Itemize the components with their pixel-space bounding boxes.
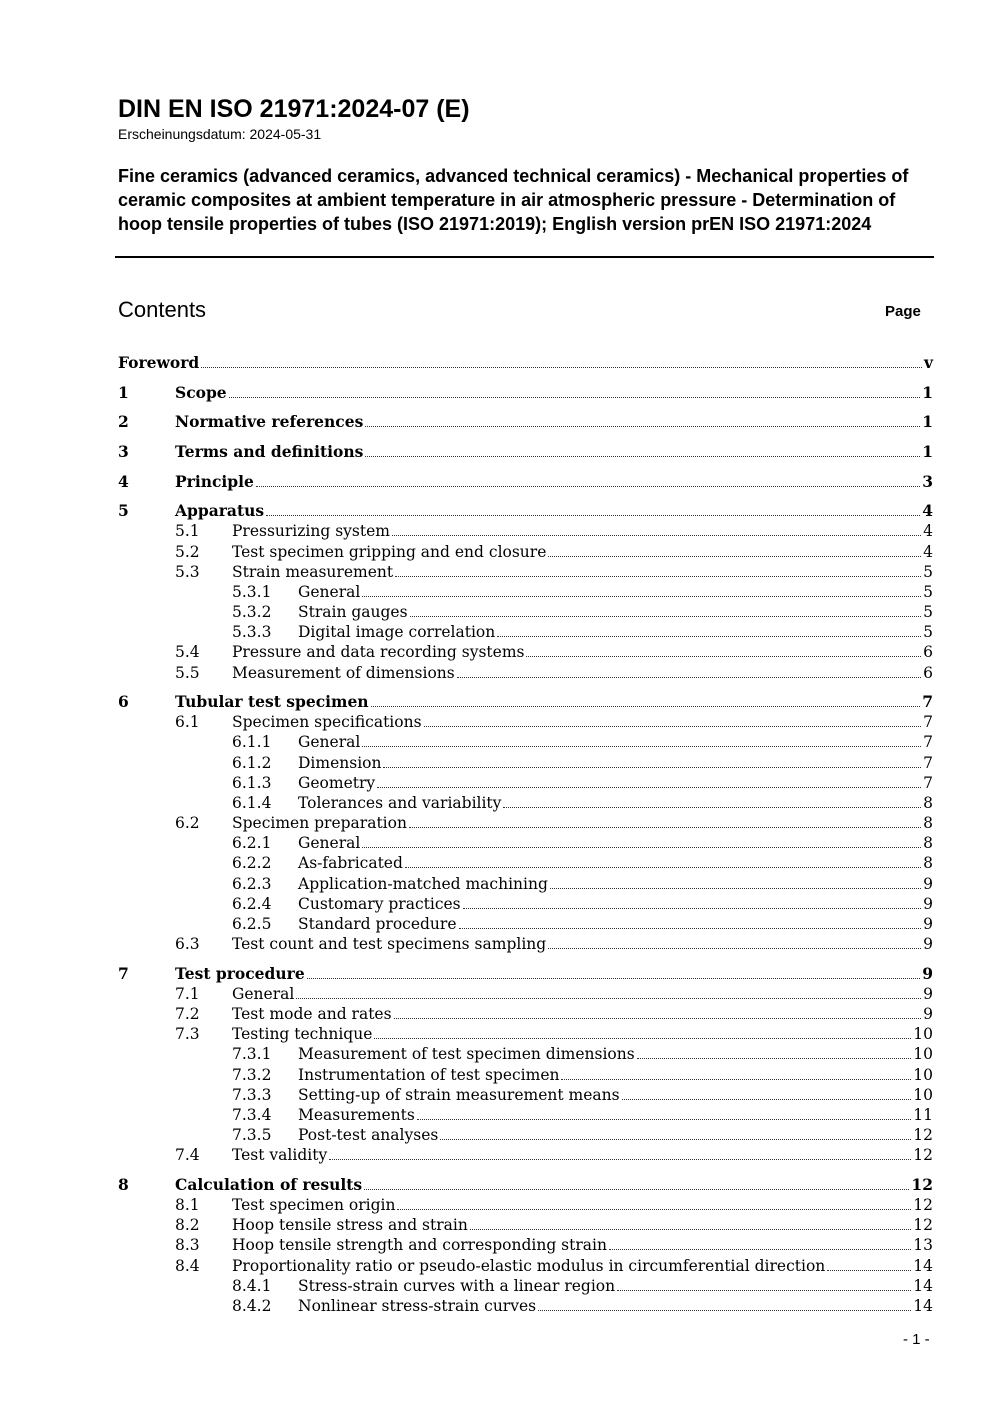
toc-entry-line [298,1044,933,1064]
toc-entry-page: 10 [913,1045,933,1063]
toc-entry[interactable] [118,383,933,403]
toc-dot-leader [256,485,920,487]
toc-entry[interactable] [118,712,933,732]
toc-entry[interactable] [118,732,933,752]
toc-entry-title: Proportionality ratio or pseudo-elastic modulus in circumferential direction [232,1257,826,1275]
toc-entry-number: 5.2 [175,543,200,561]
toc-dot-leader [395,575,921,577]
toc-entry-number: 6.1.1 [232,733,272,751]
toc-entry-title: Measurement of test specimen dimensions [298,1045,635,1063]
toc-entry-title: Pressurizing system [232,522,390,540]
toc-entry-number: 6 [118,692,130,711]
toc-entry-page: 3 [922,472,933,491]
toc-entry-page: 14 [913,1277,933,1295]
toc-entry[interactable] [118,501,933,521]
toc-entry[interactable] [118,793,933,813]
toc-dot-leader [362,595,921,597]
toc-entry-page: 5 [923,603,933,621]
toc-entry-line [175,412,933,432]
toc-entry-page: 8 [923,814,933,832]
toc-entry-title: Measurement of dimensions [232,664,455,682]
toc-dot-leader [550,887,921,889]
toc-entry[interactable] [118,894,933,914]
toc-dot-leader [609,1248,911,1250]
toc-entry-page: 1 [922,383,933,402]
toc-entry-title: Stress-strain curves with a linear region [298,1277,616,1295]
toc-entry-page: 5 [923,623,933,641]
toc-entry-page: 4 [923,543,933,561]
toc-entry-title: Post-test analyses [298,1126,439,1144]
toc-entry-line [298,602,933,622]
toc-entry-page: 8 [923,834,933,852]
toc-entry-line [175,383,933,403]
toc-entry-number: 7.3.3 [232,1086,272,1104]
toc-entry-title: Tubular test specimen [175,692,369,711]
toc-entry-title: Setting-up of strain measurement means [298,1086,620,1104]
toc-entry-number: 7 [118,964,130,983]
toc-entry-title: Hoop tensile stress and strain [232,1216,468,1234]
toc-entry-title: General [298,583,361,601]
toc-entry[interactable] [118,1004,933,1024]
toc-entry-number: 8.4.1 [232,1277,272,1295]
toc-entry-number: 7.3 [175,1025,200,1043]
toc-entry[interactable] [118,663,933,683]
toc-dot-leader [307,977,921,979]
contents-heading: Contents [118,297,207,322]
toc-entry-line [232,642,933,662]
toc-entry-page: 10 [913,1025,933,1043]
toc-entry[interactable] [118,813,933,833]
toc-entry-line [298,773,933,793]
toc-entry-number: 6.2.3 [232,875,272,893]
toc-entry-number: 5.3.1 [232,583,272,601]
toc-entry-number: 1 [118,383,130,402]
toc-entry-number: 4 [118,472,130,491]
toc-entry-title: Principle [175,472,254,491]
toc-entry[interactable] [118,1044,933,1064]
document-title: Fine ceramics (advanced ceramics, advanced technical ceramics) - Mechanical properties of ceramic composites at ambient temperature in air atmospheric pressure - Determination of hoop tensile properties of tubes (ISO 21971:2019); English version prEN ISO 21971:2024 [118,166,909,234]
toc-entry-number: 6.3 [175,935,200,953]
toc-entry-number: 7.2 [175,1005,200,1023]
toc-entry-title: Normative references [175,412,364,431]
toc-dot-leader [229,396,921,398]
toc-entry-number: 5.1 [175,522,200,540]
toc-entry-number: 6.1.2 [232,754,272,772]
toc-entry-title: As-fabricated [298,854,403,872]
toc-dot-leader [405,866,921,868]
toc-entry[interactable] [118,442,933,462]
toc-entry-page: 7 [923,733,933,751]
toc-entry-line [298,1105,933,1125]
toc-entry-title: General [232,985,295,1003]
toc-dot-leader [417,1118,911,1120]
title-divider [115,256,934,258]
toc-dot-leader [457,676,921,678]
toc-entry[interactable] [118,562,933,582]
toc-dot-leader [538,1309,911,1311]
toc-entry-line [298,914,933,934]
toc-dot-leader [296,997,921,999]
toc-dot-leader [397,1208,911,1210]
toc-entry-line [232,1215,933,1235]
toc-entry[interactable] [118,964,933,984]
toc-entry-title: Test specimen gripping and end closure [232,543,547,561]
toc-entry-title: Specimen preparation [232,814,407,832]
toc-entry-page: 7 [923,713,933,731]
toc-dot-leader [394,1017,922,1019]
toc-entry-title: Apparatus [175,501,265,520]
toc-entry-number: 6.1.4 [232,794,272,812]
toc-entry-title: Dimension [298,754,382,772]
toc-entry-page: 9 [923,915,933,933]
toc-entry[interactable] [118,1065,933,1085]
toc-dot-leader [503,806,921,808]
toc-entry[interactable] [118,833,933,853]
toc-entry[interactable] [118,542,933,562]
toc-entry[interactable] [118,692,933,712]
toc-dot-leader [470,1228,911,1230]
document-id: DIN EN ISO 21971:2024-07 (E) [118,95,470,123]
toc-entry-title: General [298,834,361,852]
toc-dot-leader [410,615,922,617]
toc-entry-number: 8.3 [175,1236,200,1254]
toc-entry-number: 5.3.2 [232,603,272,621]
toc-entry-page: 1 [922,442,933,461]
toc-entry-number: 6.1.3 [232,774,272,792]
toc-entry-number: 7.1 [175,985,200,1003]
toc-dot-leader [266,514,920,516]
toc-entry[interactable] [118,642,933,662]
toc-entry[interactable] [118,412,933,432]
toc-entry[interactable] [118,1175,933,1195]
toc-entry-line [232,542,933,562]
toc-entry-line [232,934,933,954]
toc-entry-page: 10 [913,1086,933,1104]
toc-entry-line [232,1024,933,1044]
toc-entry[interactable] [118,1105,933,1125]
toc-dot-leader [201,366,922,368]
toc-entry-line [232,1195,933,1215]
toc-entry-page: 7 [923,754,933,772]
toc-entry[interactable] [118,1195,933,1215]
toc-entry-page: 6 [923,643,933,661]
toc-entry-title: Digital image correlation [298,623,496,641]
toc-entry-number: 8.1 [175,1196,200,1214]
toc-entry-line [298,894,933,914]
toc-dot-leader [365,425,920,427]
toc-entry-page: v [923,353,933,372]
toc-entry-page: 12 [913,1126,933,1144]
toc-entry-number: 5.3 [175,563,200,581]
toc-entry-page: 12 [911,1175,933,1194]
toc-entry-number: 6.2.4 [232,895,272,913]
toc-entry-line [298,793,933,813]
toc-entry-number: 2 [118,412,130,431]
toc-dot-leader [364,1188,909,1190]
toc-entry[interactable] [118,874,933,894]
toc-dot-leader [362,745,921,747]
toc-dot-leader [362,846,921,848]
toc-entry-title: Calculation of results [175,1175,363,1194]
toc-entry-page: 5 [923,563,933,581]
toc-entry-line [298,1296,933,1316]
toc-entry-number: 6.1 [175,713,200,731]
toc-entry-page: 4 [922,501,933,520]
toc-entry-title: Strain measurement [232,563,394,581]
toc-entry[interactable] [118,602,933,622]
toc-entry-line [298,833,933,853]
toc-entry-line [175,472,933,492]
toc-entry-title: Test validity [232,1146,328,1164]
toc-entry-line [232,712,933,732]
toc-entry-number: 8 [118,1175,130,1194]
toc-dot-leader [548,555,921,557]
toc-entry[interactable] [118,1256,933,1276]
toc-entry-page: 4 [923,522,933,540]
toc-entry-line [232,562,933,582]
toc-entry-line [298,874,933,894]
toc-entry-page: 7 [923,774,933,792]
toc-entry-title: Pressure and data recording systems [232,643,525,661]
toc-entry[interactable] [118,1215,933,1235]
toc-dot-leader [548,947,921,949]
toc-entry-number: 5 [118,501,130,520]
toc-entry-title: Specimen specifications [232,713,422,731]
toc-entry-title: Strain gauges [298,603,408,621]
toc-entry-title: Geometry [298,774,376,792]
toc-entry-page: 8 [923,854,933,872]
toc-entry-page: 12 [913,1216,933,1234]
toc-dot-leader [383,766,921,768]
toc-entry-number: 7.3.2 [232,1066,272,1084]
toc-entry-line [232,1004,933,1024]
toc-entry-line [298,1065,933,1085]
toc-entry-title: Customary practices [298,895,461,913]
toc-entry[interactable] [118,984,933,1004]
toc-entry-line [232,521,933,541]
toc-entry-number: 6.2 [175,814,200,832]
toc-entry-number: 7.4 [175,1146,200,1164]
toc-entry[interactable] [118,521,933,541]
toc-entry-line [232,663,933,683]
toc-entry-line [298,853,933,873]
toc-entry-line [298,1276,933,1296]
toc-entry-number: 6.2.5 [232,915,272,933]
toc-entry-title: Test procedure [175,964,305,983]
toc-entry-page: 9 [923,1005,933,1023]
toc-entry-page: 14 [913,1257,933,1275]
toc-entry-number: 5.3.3 [232,623,272,641]
toc-entry[interactable] [118,1276,933,1296]
toc-entry-number: 5.4 [175,643,200,661]
toc-entry-title: Test specimen origin [232,1196,396,1214]
toc-entry-line [298,732,933,752]
toc-entry-number: 7.3.5 [232,1126,272,1144]
toc-dot-leader [459,927,922,929]
toc-dot-leader [371,705,921,707]
toc-entry-line [232,1145,933,1165]
toc-entry-number: 7.3.4 [232,1106,272,1124]
toc-entry[interactable] [118,853,933,873]
toc-entry[interactable] [118,1296,933,1316]
toc-entry-page: 9 [923,895,933,913]
toc-entry-number: 7.3.1 [232,1045,272,1063]
toc-entry-number: 8.4.2 [232,1297,272,1315]
toc-entry-page: 7 [922,692,933,711]
toc-entry[interactable] [118,1024,933,1044]
toc-entry-title: Standard procedure [298,915,457,933]
toc-entry-line [232,984,933,1004]
toc-entry-page: 10 [913,1066,933,1084]
toc-dot-leader [827,1269,911,1271]
toc-dot-leader [526,655,921,657]
toc-entry-page: 9 [923,985,933,1003]
toc-dot-leader [637,1057,912,1059]
toc-entry-line [118,353,933,373]
toc-entry-number: 6.2.2 [232,854,272,872]
page-number: - 1 - [903,1331,930,1348]
toc-entry-number: 3 [118,442,130,461]
toc-entry-page: 5 [923,583,933,601]
toc-entry-title: Scope [175,383,227,402]
toc-entry-line [298,1125,933,1145]
toc-entry-line [175,442,933,462]
toc-entry-line [175,1175,933,1195]
page-column-label: Page [885,303,921,320]
toc-entry[interactable] [118,1235,933,1255]
toc-dot-leader [440,1138,911,1140]
toc-entry-title: Hoop tensile strength and corresponding strain [232,1236,607,1254]
publication-date: Erscheinungsdatum: 2024-05-31 [118,126,322,142]
toc-entry-page: 8 [923,794,933,812]
toc-entry-page: 1 [922,412,933,431]
toc-entry[interactable] [118,1125,933,1145]
toc-dot-leader [463,907,921,909]
toc-dot-leader [392,534,921,536]
toc-dot-leader [365,455,920,457]
toc-entry-page: 9 [922,964,933,983]
toc-entry-page: 13 [913,1236,933,1254]
toc-dot-leader [561,1078,911,1080]
toc-entry[interactable] [118,934,933,954]
toc-dot-leader [377,786,921,788]
toc-entry-line [232,813,933,833]
toc-entry-title: Measurements [298,1106,415,1124]
toc-entry-page: 14 [913,1297,933,1315]
toc-entry[interactable] [118,753,933,773]
toc-entry-page: 12 [913,1146,933,1164]
toc-entry-page: 9 [923,875,933,893]
toc-entry-line [298,622,933,642]
toc-entry-title: Instrumentation of test specimen [298,1066,560,1084]
toc-entry-page: 9 [923,935,933,953]
toc-dot-leader [374,1037,911,1039]
toc-entry-number: 5.5 [175,664,200,682]
toc-dot-leader [622,1098,912,1100]
toc-entry[interactable] [118,773,933,793]
toc-entry-number: 8.4 [175,1257,200,1275]
toc-entry-title: Test count and test specimens sampling [232,935,547,953]
toc-entry-page: 11 [913,1106,933,1124]
toc-dot-leader [617,1289,911,1291]
toc-dot-leader [424,725,922,727]
toc-entry-page: 6 [923,664,933,682]
toc-entry-number: 8.2 [175,1216,200,1234]
toc-entry-line [298,753,933,773]
toc-entry-title: Testing technique [232,1025,373,1043]
toc-entry-line [175,501,933,521]
toc-entry[interactable] [118,353,933,373]
toc-entry-line [232,1235,933,1255]
toc-entry-line [175,692,933,712]
toc-entry-line [298,582,933,602]
toc-entry-number: 6.2.1 [232,834,272,852]
toc-entry-title: Nonlinear stress-strain curves [298,1297,537,1315]
toc-entry-title: Terms and definitions [175,442,364,461]
toc-entry[interactable] [118,914,933,934]
toc-entry[interactable] [118,1085,933,1105]
toc-entry-title: General [298,733,361,751]
toc-entry-line [298,1085,933,1105]
toc-entry-title: Foreword [118,353,200,372]
toc-dot-leader [497,635,921,637]
toc-entry[interactable] [118,1145,933,1165]
toc-entry[interactable] [118,472,933,492]
toc-entry-title: Test mode and rates [232,1005,392,1023]
toc-dot-leader [329,1158,911,1160]
toc-entry-title: Tolerances and variability [298,794,502,812]
toc-entry[interactable] [118,582,933,602]
toc-entry-line [232,1256,933,1276]
toc-dot-leader [409,826,921,828]
toc-entry[interactable] [118,622,933,642]
toc-entry-line [175,964,933,984]
toc-entry-title: Application-matched machining [298,875,548,893]
toc-entry-page: 12 [913,1196,933,1214]
